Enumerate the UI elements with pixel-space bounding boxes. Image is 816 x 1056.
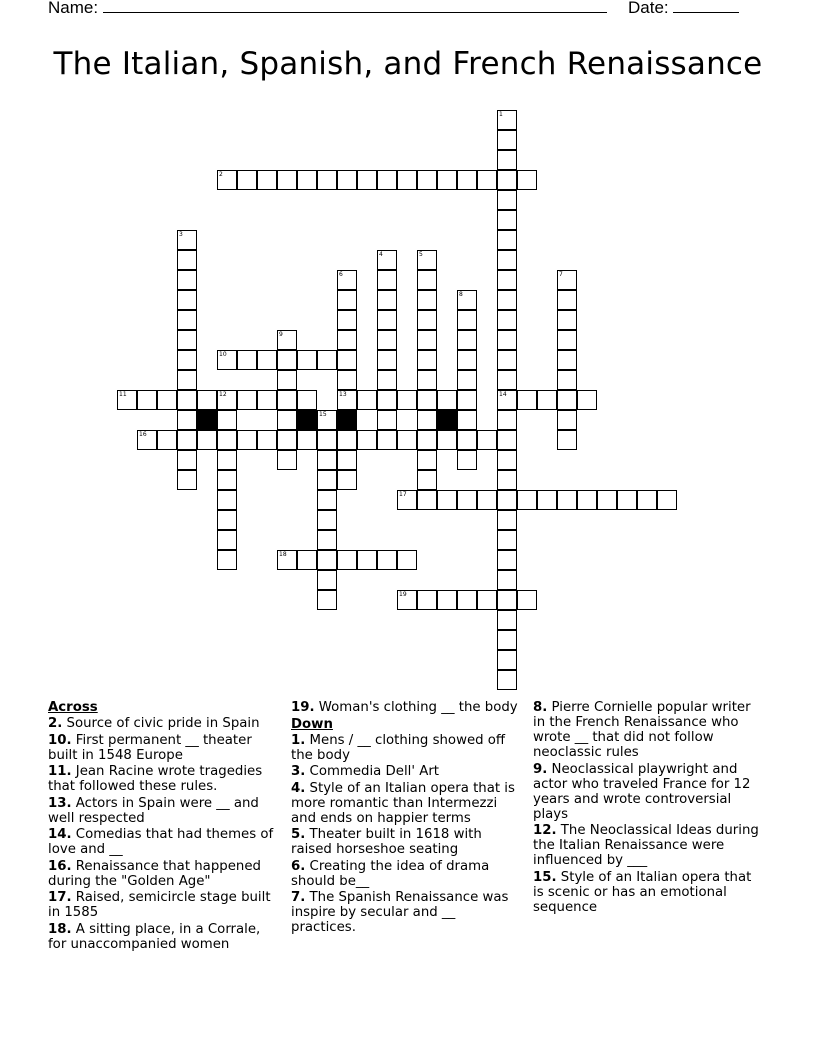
grid-cell[interactable]	[377, 310, 397, 330]
grid-cell[interactable]	[317, 350, 337, 370]
grid-cell[interactable]	[557, 430, 577, 450]
cell-number: 7	[559, 271, 563, 278]
down-heading: Down	[291, 716, 333, 732]
grid-cell[interactable]	[237, 170, 257, 190]
clue-number: 11.	[48, 764, 72, 779]
name-label: Name:	[48, 0, 99, 17]
grid-cell[interactable]	[377, 430, 397, 450]
clue-number: 2.	[48, 716, 63, 731]
down-clue-list	[291, 733, 521, 936]
grid-cell[interactable]	[557, 270, 577, 290]
cell-number: 2	[219, 171, 223, 178]
grid-cell[interactable]	[377, 290, 397, 310]
grid-cell[interactable]	[337, 290, 357, 310]
grid-cell[interactable]	[357, 550, 377, 570]
grid-cell[interactable]	[497, 510, 517, 530]
grid-cell[interactable]	[177, 250, 197, 270]
grid-cell[interactable]	[497, 450, 517, 470]
clue-text: Style of an Italian opera that is more romantic than Intermezzi and ends on happier terms	[291, 780, 515, 826]
grid-cell[interactable]	[337, 370, 357, 390]
grid-cell[interactable]	[497, 410, 517, 430]
grid-cell[interactable]	[357, 390, 377, 410]
grid-cell[interactable]	[437, 490, 457, 510]
grid-cell[interactable]	[277, 170, 297, 190]
grid-cell[interactable]	[297, 350, 317, 370]
grid-cell[interactable]	[417, 370, 437, 390]
down-clue	[291, 733, 521, 763]
grid-cell[interactable]	[457, 170, 477, 190]
grid-cell[interactable]	[257, 390, 277, 410]
black-square	[337, 410, 357, 430]
grid-cell[interactable]	[457, 450, 477, 470]
grid-cell[interactable]	[557, 370, 577, 390]
grid-cell[interactable]	[417, 350, 437, 370]
grid-cell[interactable]	[557, 410, 577, 430]
grid-cell[interactable]	[417, 590, 437, 610]
grid-cell[interactable]	[457, 490, 477, 510]
grid-cell[interactable]	[497, 290, 517, 310]
down-clue	[291, 764, 521, 779]
clue-number: 4.	[291, 780, 306, 796]
cell-number: 13	[339, 391, 347, 398]
grid-cell[interactable]	[217, 490, 237, 510]
grid-cell[interactable]	[317, 550, 337, 570]
clues-column-2	[291, 700, 521, 937]
across-clue	[48, 764, 278, 794]
grid-cell[interactable]	[377, 250, 397, 270]
grid-cell[interactable]	[317, 410, 337, 430]
grid-cell[interactable]	[337, 310, 357, 330]
grid-cell[interactable]	[177, 470, 197, 490]
grid-cell[interactable]	[477, 170, 497, 190]
across-clue	[48, 733, 278, 763]
clue-number: 7.	[291, 890, 306, 905]
grid-cell[interactable]	[577, 390, 597, 410]
clue-text: Source of civic pride in Spain	[62, 716, 260, 731]
grid-cell[interactable]	[617, 490, 637, 510]
cell-number: 11	[119, 391, 127, 398]
grid-cell[interactable]	[497, 110, 517, 130]
grid-cell[interactable]	[177, 310, 197, 330]
black-square	[437, 410, 457, 430]
grid-cell[interactable]	[497, 150, 517, 170]
grid-cell[interactable]	[277, 350, 297, 370]
grid-cell[interactable]	[497, 630, 517, 650]
black-square	[197, 410, 217, 430]
grid-cell[interactable]	[637, 490, 657, 510]
grid-cell[interactable]	[417, 270, 437, 290]
grid-cell[interactable]	[217, 530, 237, 550]
down-clue	[291, 890, 521, 935]
grid-cell[interactable]	[497, 610, 517, 630]
grid-cell[interactable]	[377, 550, 397, 570]
cell-number: 8	[459, 291, 463, 298]
grid-cell[interactable]	[497, 470, 517, 490]
grid-cell[interactable]	[337, 170, 357, 190]
grid-cell[interactable]	[457, 390, 477, 410]
grid-cell[interactable]	[177, 350, 197, 370]
grid-cell[interactable]	[557, 290, 577, 310]
grid-cell[interactable]	[317, 530, 337, 550]
clue-text: First permanent __ theater built in 1548 Europe	[48, 732, 252, 763]
clue-text: The Neoclassical Ideas during the Italian Renaissance were influenced by ___	[533, 823, 759, 868]
clue-number: 16.	[48, 858, 72, 874]
grid-cell[interactable]	[497, 250, 517, 270]
grid-cell[interactable]	[317, 430, 337, 450]
clue-text: Comedias that had themes of love and __	[48, 827, 274, 857]
grid-cell[interactable]	[557, 490, 577, 510]
grid-cell[interactable]	[297, 430, 317, 450]
grid-cell[interactable]	[437, 590, 457, 610]
grid-cell[interactable]	[317, 450, 337, 470]
clue-text: Neoclassical playwright and actor who traveled France for 12 years and wrote controversial plays	[533, 761, 751, 822]
grid-cell[interactable]	[177, 390, 197, 410]
black-square	[297, 410, 317, 430]
cell-number: 19	[399, 591, 407, 598]
page-title: The Italian, Spanish, and French Renaissance	[53, 46, 763, 82]
grid-cell[interactable]	[377, 170, 397, 190]
grid-cell[interactable]	[257, 350, 277, 370]
grid-cell[interactable]	[497, 230, 517, 250]
grid-cell[interactable]	[377, 270, 397, 290]
down-clue	[533, 870, 763, 915]
grid-cell[interactable]	[317, 170, 337, 190]
grid-cell[interactable]	[497, 550, 517, 570]
grid-cell[interactable]	[417, 290, 437, 310]
grid-cell[interactable]	[217, 390, 237, 410]
cell-number: 18	[279, 551, 287, 558]
cell-number: 3	[179, 231, 183, 238]
grid-cell[interactable]	[237, 350, 257, 370]
grid-cell[interactable]	[557, 310, 577, 330]
grid-cell[interactable]	[497, 530, 517, 550]
grid-cell[interactable]	[457, 330, 477, 350]
grid-cell[interactable]	[457, 590, 477, 610]
grid-cell[interactable]	[557, 350, 577, 370]
grid-cell[interactable]	[457, 370, 477, 390]
grid-cell[interactable]	[297, 390, 317, 410]
grid-cell[interactable]	[497, 170, 517, 190]
grid-cell[interactable]	[217, 170, 237, 190]
down-clue	[533, 700, 763, 760]
grid-cell[interactable]	[257, 170, 277, 190]
grid-cell[interactable]	[437, 390, 457, 410]
across-clue	[291, 700, 521, 715]
clue-number: 3.	[291, 764, 306, 779]
grid-cell[interactable]	[117, 390, 137, 410]
grid-cell[interactable]	[497, 350, 517, 370]
down-clue	[291, 781, 521, 826]
grid-cell[interactable]	[337, 550, 357, 570]
clues-column-1	[48, 700, 278, 953]
cell-number: 12	[219, 391, 227, 398]
grid-cell[interactable]	[277, 370, 297, 390]
grid-cell[interactable]	[477, 430, 497, 450]
grid-cell[interactable]	[177, 330, 197, 350]
clue-number: 1.	[291, 732, 306, 748]
grid-cell[interactable]	[217, 550, 237, 570]
grid-cell[interactable]	[217, 410, 237, 430]
grid-cell[interactable]	[417, 470, 437, 490]
clue-number: 18.	[48, 921, 72, 937]
grid-cell[interactable]	[477, 490, 497, 510]
clue-number: 6.	[291, 858, 306, 874]
cell-number: 9	[279, 331, 283, 338]
cell-number: 17	[399, 491, 407, 498]
across-clue-list-continued	[291, 700, 521, 715]
clue-text: Jean Racine wrote tragedies that followed these rules.	[48, 764, 263, 794]
grid-cell[interactable]	[177, 410, 197, 430]
clue-text: Pierre Cornielle popular writer in the French Renaissance who wrote __ that did not follow neoclassic rules	[533, 700, 751, 760]
clue-number: 14.	[48, 827, 72, 842]
grid-cell[interactable]	[417, 390, 437, 410]
clue-text: The Spanish Renaissance was inspire by secular and __ practices.	[291, 890, 509, 935]
down-clue	[291, 827, 521, 857]
grid-cell[interactable]	[177, 430, 197, 450]
grid-cell[interactable]	[337, 270, 357, 290]
cell-number: 4	[379, 251, 383, 258]
cell-number: 5	[419, 251, 423, 258]
grid-cell[interactable]	[397, 550, 417, 570]
grid-cell[interactable]	[497, 490, 517, 510]
clue-text: Style of an Italian opera that is scenic or has an emotional sequence	[533, 869, 752, 915]
grid-cell[interactable]	[377, 330, 397, 350]
grid-cell[interactable]	[177, 370, 197, 390]
clue-text: Theater built in 1618 with raised horseshoe seating	[291, 827, 482, 857]
clue-text: A sitting place, in a Corrale, for unaccompanied women	[48, 921, 261, 952]
grid-cell[interactable]	[157, 390, 177, 410]
grid-cell[interactable]	[397, 430, 417, 450]
down-clue	[533, 762, 763, 822]
down-clue	[291, 859, 521, 889]
grid-cell[interactable]	[417, 430, 437, 450]
grid-cell[interactable]	[497, 650, 517, 670]
cell-number: 10	[219, 351, 227, 358]
grid-cell[interactable]	[457, 430, 477, 450]
across-clue	[48, 922, 278, 952]
grid-cell[interactable]	[477, 590, 497, 610]
grid-cell[interactable]	[497, 670, 517, 690]
across-clue	[48, 890, 278, 920]
cell-number: 15	[319, 411, 327, 418]
clue-number: 8.	[533, 700, 548, 715]
grid-cell[interactable]	[497, 390, 517, 410]
grid-cell[interactable]	[497, 430, 517, 450]
clue-text: Mens / __ clothing showed off the body	[291, 732, 506, 763]
clue-number: 19.	[291, 700, 315, 715]
grid-cell[interactable]	[137, 430, 157, 450]
grid-cell[interactable]	[377, 350, 397, 370]
grid-cell[interactable]	[537, 490, 557, 510]
clue-text: Creating the idea of drama should be__	[291, 858, 490, 889]
grid-cell[interactable]	[317, 570, 337, 590]
grid-cell[interactable]	[277, 330, 297, 350]
cell-number: 6	[339, 271, 343, 278]
grid-cell[interactable]	[537, 390, 557, 410]
grid-cell[interactable]	[417, 410, 437, 430]
clue-text: Raised, semicircle stage built in 1585	[48, 890, 271, 920]
grid-cell[interactable]	[277, 430, 297, 450]
grid-cell[interactable]	[197, 390, 217, 410]
clue-text: Woman's clothing __ the body	[314, 700, 518, 715]
grid-cell[interactable]	[377, 390, 397, 410]
cell-number: 14	[499, 391, 507, 398]
grid-cell[interactable]	[457, 410, 477, 430]
grid-cell[interactable]	[517, 590, 537, 610]
grid-cell[interactable]	[237, 390, 257, 410]
grid-cell[interactable]	[217, 510, 237, 530]
grid-cell[interactable]	[557, 330, 577, 350]
grid-cell[interactable]	[317, 470, 337, 490]
grid-cell[interactable]	[517, 390, 537, 410]
grid-cell[interactable]	[437, 430, 457, 450]
grid-cell[interactable]	[177, 270, 197, 290]
grid-cell[interactable]	[337, 350, 357, 370]
grid-cell[interactable]	[277, 550, 297, 570]
clue-text: Renaissance that happened during the "Golden Age"	[48, 858, 261, 889]
grid-cell[interactable]	[577, 490, 597, 510]
grid-cell[interactable]	[497, 310, 517, 330]
grid-cell[interactable]	[137, 390, 157, 410]
grid-cell[interactable]	[297, 170, 317, 190]
grid-cell[interactable]	[417, 450, 437, 470]
date-label: Date:	[628, 0, 669, 17]
grid-cell[interactable]	[417, 490, 437, 510]
grid-cell[interactable]	[457, 290, 477, 310]
grid-cell[interactable]	[557, 390, 577, 410]
clues-column-3	[533, 700, 763, 916]
grid-cell[interactable]	[317, 510, 337, 530]
grid-cell[interactable]	[197, 430, 217, 450]
grid-cell[interactable]	[397, 390, 417, 410]
grid-cell[interactable]	[497, 370, 517, 390]
grid-cell[interactable]	[177, 450, 197, 470]
grid-cell[interactable]	[397, 170, 417, 190]
grid-cell[interactable]	[177, 290, 197, 310]
grid-cell[interactable]	[277, 410, 297, 430]
grid-cell[interactable]	[277, 390, 297, 410]
grid-cell[interactable]	[657, 490, 677, 510]
grid-cell[interactable]	[337, 470, 357, 490]
grid-cell[interactable]	[497, 210, 517, 230]
clue-number: 17.	[48, 890, 72, 905]
grid-cell[interactable]	[497, 130, 517, 150]
grid-cell[interactable]	[497, 330, 517, 350]
clue-number: 5.	[291, 827, 306, 842]
grid-cell[interactable]	[177, 230, 197, 250]
grid-cell[interactable]	[497, 190, 517, 210]
down-clue-list-continued	[533, 700, 763, 915]
grid-cell[interactable]	[337, 430, 357, 450]
grid-cell[interactable]	[217, 450, 237, 470]
grid-cell[interactable]	[417, 330, 437, 350]
grid-cell[interactable]	[217, 350, 237, 370]
grid-cell[interactable]	[217, 470, 237, 490]
grid-cell[interactable]	[417, 170, 437, 190]
grid-cell[interactable]	[417, 250, 437, 270]
clue-number: 15.	[533, 869, 557, 885]
clue-number: 9.	[533, 761, 548, 777]
grid-cell[interactable]	[517, 170, 537, 190]
grid-cell[interactable]	[337, 450, 357, 470]
across-clue	[48, 827, 278, 857]
clue-text: Actors in Spain were __ and well respected	[48, 795, 259, 826]
cell-number: 1	[499, 111, 503, 118]
grid-cell[interactable]	[157, 430, 177, 450]
grid-cell[interactable]	[297, 550, 317, 570]
grid-cell[interactable]	[397, 590, 417, 610]
grid-cell[interactable]	[417, 310, 437, 330]
clue-text: Commedia Dell' Art	[305, 764, 440, 779]
across-clue-list	[48, 716, 278, 952]
clue-number: 10.	[48, 732, 72, 748]
grid-cell[interactable]	[277, 450, 297, 470]
grid-cell[interactable]	[217, 430, 237, 450]
clue-number: 12.	[533, 823, 557, 838]
across-clue	[48, 859, 278, 889]
clue-number: 13.	[48, 795, 72, 811]
grid-cell[interactable]	[357, 170, 377, 190]
grid-cell[interactable]	[257, 430, 277, 450]
grid-cell[interactable]	[497, 270, 517, 290]
cell-number: 16	[139, 431, 147, 438]
across-clue	[48, 716, 278, 731]
across-clue	[48, 796, 278, 826]
grid-cell[interactable]	[317, 590, 337, 610]
grid-cell[interactable]	[457, 310, 477, 330]
grid-cell[interactable]	[497, 570, 517, 590]
grid-cell[interactable]	[377, 410, 397, 430]
across-heading: Across	[48, 700, 98, 715]
grid-cell[interactable]	[517, 490, 537, 510]
grid-cell[interactable]	[457, 350, 477, 370]
grid-cell[interactable]	[237, 430, 257, 450]
grid-cell[interactable]	[357, 430, 377, 450]
grid-cell[interactable]	[437, 170, 457, 190]
grid-cell[interactable]	[317, 490, 337, 510]
grid-cell[interactable]	[597, 490, 617, 510]
grid-cell[interactable]	[497, 590, 517, 610]
grid-cell[interactable]	[337, 330, 357, 350]
grid-cell[interactable]	[337, 390, 357, 410]
down-clue	[533, 823, 763, 868]
grid-cell[interactable]	[397, 490, 417, 510]
grid-cell[interactable]	[377, 370, 397, 390]
